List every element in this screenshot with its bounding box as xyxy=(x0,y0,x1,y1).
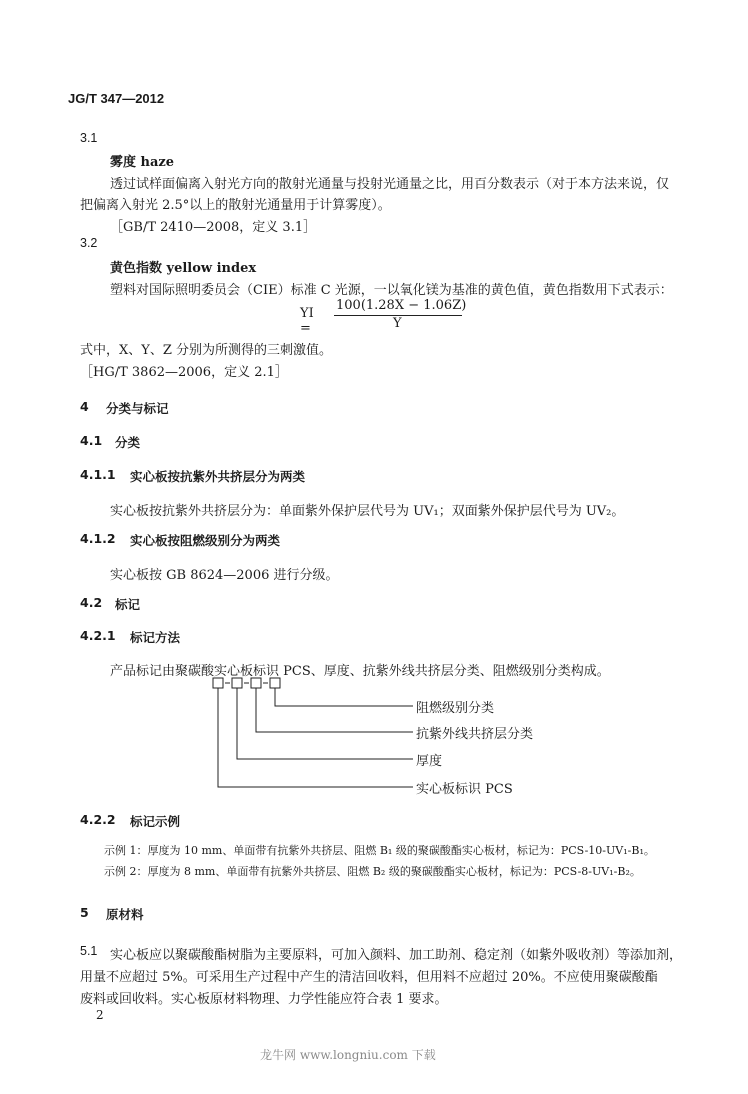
term-haze: 雾度 haze xyxy=(110,155,175,170)
diagram-label: 抗紫外线共挤层分类 xyxy=(416,727,534,742)
clause-number-4-2-1: 4.2.1 xyxy=(80,628,116,643)
clause-number-4-2: 4.2 xyxy=(80,595,103,610)
body-text: 产品标记由聚碳酸实心板标识 PCS、厚度、抗紫外线共挤层分类、阻燃级别分类构成。 xyxy=(110,664,610,679)
section-title: 标记方法 xyxy=(130,630,181,645)
clause-number-4-1: 4.1 xyxy=(80,433,103,448)
formula-numerator: 100(1.28X − 1.06Z) xyxy=(336,298,467,313)
clause-number-3-2: 3.2 xyxy=(80,236,98,250)
reference: ［HG/T 3862—2006，定义 2.1］ xyxy=(80,365,288,380)
term-yellow-index: 黄色指数 yellow index xyxy=(110,261,257,276)
definition-line: 把偏离入射光 2.5°以上的散射光通量用于计算雾度）。 xyxy=(80,198,391,213)
diagram-label: 厚度 xyxy=(416,754,443,769)
example-1: 示例 1：厚度为 10 mm、单面带有抗紫外共挤层、阻燃 B₁ 级的聚碳酸酯实心板材，标记为：PCS-10-UV₁-B₁。 xyxy=(104,844,655,857)
section-title: 原材料 xyxy=(106,907,144,922)
clause-number-5: 5 xyxy=(80,905,89,920)
marking-box xyxy=(232,678,242,688)
diagram-label: 阻燃级别分类 xyxy=(416,701,495,716)
leader-line xyxy=(275,688,413,706)
marking-box xyxy=(251,678,261,688)
definition-line: 透过试样面偏离入射光方向的散射光通量与投射光通量之比，用百分数表示（对于本方法来说，仅 xyxy=(110,177,670,192)
reference: ［GB/T 2410—2008，定义 3.1］ xyxy=(110,220,317,235)
marking-box xyxy=(270,678,280,688)
leader-line xyxy=(256,688,413,732)
body-text: 废料或回收料。实心板原材料物理、力学性能应符合表 1 要求。 xyxy=(80,992,448,1007)
watermark: 龙牛网 www.longniu.com 下载 xyxy=(260,1048,436,1062)
leader-line xyxy=(218,688,413,787)
clause-number-5-1: 5.1 xyxy=(80,944,98,958)
body-text: 实心板按 GB 8624—2006 进行分级。 xyxy=(110,568,339,583)
body-text: 用量不应超过 5%。可采用生产过程中产生的清洁回收料，但用料不应超过 20%。不应使用聚碳酸酯 xyxy=(80,970,658,985)
clause-number-4-2-2: 4.2.2 xyxy=(80,812,116,827)
example-2: 示例 2：厚度为 8 mm、单面带有抗紫外共挤层、阻燃 B₂ 级的聚碳酸酯实心板材，标记为：PCS-8-UV₁-B₂。 xyxy=(104,865,641,878)
body-text: 实心板应以聚碳酸酯树脂为主要原料，可加入颜料、加工助剂、稳定剂（如紫外吸收剂）等添加剂， xyxy=(110,948,683,963)
clause-number-4-1-2: 4.1.2 xyxy=(80,531,116,546)
section-title: 实心板按抗紫外共挤层分为两类 xyxy=(130,469,306,484)
section-title: 实心板按阻燃级别分为两类 xyxy=(130,533,281,548)
formula-lhs: YI = xyxy=(300,306,314,336)
section-title: 标记示例 xyxy=(130,814,181,829)
marking-box xyxy=(213,678,223,688)
diagram-label: 实心板标识 PCS xyxy=(416,782,513,797)
leader-line xyxy=(237,688,413,759)
section-title: 分类与标记 xyxy=(106,401,169,416)
clause-number-4: 4 xyxy=(80,399,89,414)
clause-number-3-1: 3.1 xyxy=(80,131,98,145)
body-text: 实心板按抗紫外共挤层分为：单面紫外保护层代号为 UV₁；双面紫外保护层代号为 UV₂。 xyxy=(110,504,625,519)
section-title: 分类 xyxy=(115,435,141,450)
page-number: 2 xyxy=(96,1008,104,1022)
formula-denominator: Y xyxy=(393,316,402,331)
variable-note: 式中，X、Y、Z 分别为所测得的三刺激值。 xyxy=(80,343,333,358)
clause-number-4-1-1: 4.1.1 xyxy=(80,467,116,482)
section-title: 标记 xyxy=(115,597,141,612)
standard-code: JG/T 347—2012 xyxy=(68,91,165,106)
definition-line: 塑料对国际照明委员会（CIE）标准 C 光源，一以氧化镁为基准的黄色值，黄色指数用下式表示： xyxy=(110,283,673,298)
